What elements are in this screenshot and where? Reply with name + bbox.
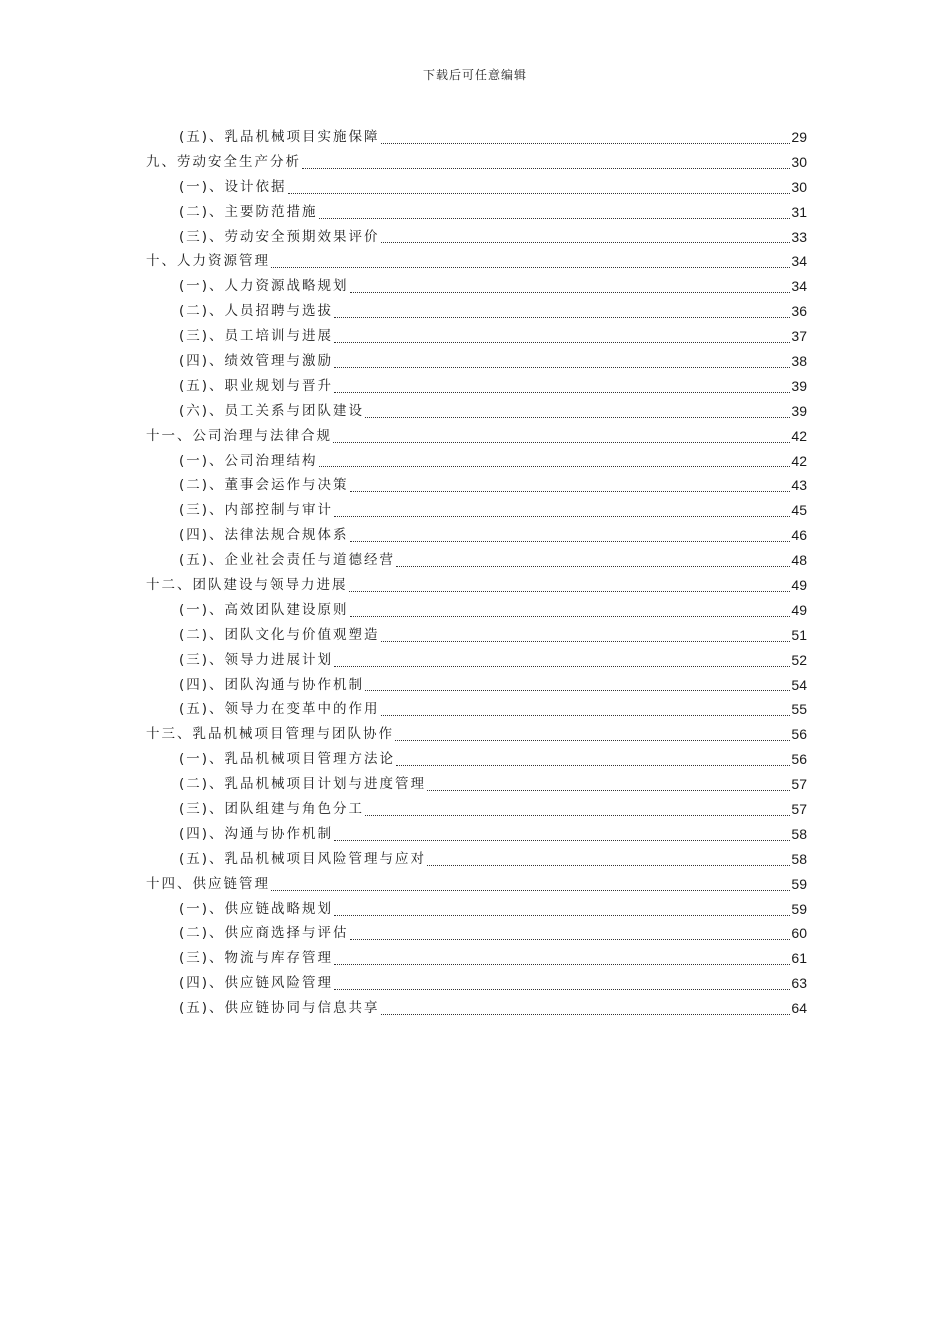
toc-entry-title: (五)、乳品机械项目实施保障 bbox=[179, 128, 380, 145]
toc-page-number: 43 bbox=[791, 477, 807, 494]
toc-section-entry[interactable] bbox=[146, 473, 807, 498]
toc-page-number: 36 bbox=[791, 303, 807, 320]
toc-entry-title: (二)、供应商选择与评估 bbox=[179, 925, 349, 942]
toc-section-entry[interactable] bbox=[146, 498, 807, 523]
toc-page-number: 42 bbox=[791, 427, 807, 444]
toc-entry-title: (四)、供应链风险管理 bbox=[179, 975, 334, 992]
toc-page-number: 34 bbox=[791, 278, 807, 295]
toc-page-number: 64 bbox=[791, 1000, 807, 1017]
toc-section-entry[interactable] bbox=[146, 449, 807, 474]
toc-entry-title: (四)、团队沟通与协作机制 bbox=[179, 676, 365, 693]
toc-entry-title: (二)、人员招聘与选拔 bbox=[179, 303, 334, 320]
toc-page-number: 52 bbox=[791, 651, 807, 668]
toc-section-entry[interactable] bbox=[146, 747, 807, 772]
toc-dot-leader bbox=[333, 424, 790, 449]
toc-dot-leader bbox=[334, 971, 790, 996]
toc-page-number: 48 bbox=[791, 552, 807, 569]
page-header: 下载后可任意编辑 bbox=[422, 68, 527, 82]
toc-entry-title: (三)、物流与库存管理 bbox=[179, 950, 334, 967]
toc-section-entry[interactable] bbox=[146, 623, 807, 648]
toc-chapter-entry[interactable] bbox=[146, 722, 807, 747]
toc-dot-leader bbox=[271, 249, 790, 274]
toc-section-entry[interactable] bbox=[146, 822, 807, 847]
toc-dot-leader bbox=[319, 449, 791, 474]
toc-entry-title: (一)、供应链战略规划 bbox=[179, 900, 334, 917]
toc-chapter-entry[interactable] bbox=[146, 424, 807, 449]
toc-entry-title: (二)、团队文化与价值观塑造 bbox=[179, 626, 380, 643]
toc-chapter-entry[interactable] bbox=[146, 872, 807, 897]
toc-page-number: 33 bbox=[791, 228, 807, 245]
toc-entry-title: (四)、法律法规合规体系 bbox=[179, 527, 349, 544]
toc-entry-title: (四)、绩效管理与激励 bbox=[179, 353, 334, 369]
toc-dot-leader bbox=[271, 872, 790, 897]
toc-section-entry[interactable] bbox=[146, 847, 807, 872]
toc-dot-leader bbox=[302, 150, 790, 175]
toc-dot-leader bbox=[288, 175, 791, 200]
toc-page-number: 31 bbox=[791, 203, 807, 220]
toc-entry-title: 十四、供应链管理 bbox=[146, 875, 270, 892]
toc-section-entry[interactable] bbox=[146, 598, 807, 623]
toc-section-entry[interactable] bbox=[146, 225, 807, 250]
toc-page-number: 49 bbox=[791, 601, 807, 618]
toc-page-number: 55 bbox=[791, 701, 807, 718]
toc-entry-title: (五)、供应链协同与信息共享 bbox=[179, 1000, 380, 1017]
toc-entry-title: 十一、公司治理与法律合规 bbox=[146, 427, 332, 444]
toc-dot-leader bbox=[334, 374, 790, 399]
toc-dot-leader bbox=[427, 847, 790, 872]
toc-entry-title: (一)、乳品机械项目管理方法论 bbox=[179, 751, 396, 768]
toc-page-number: 30 bbox=[791, 153, 807, 170]
toc-page-number: 46 bbox=[791, 527, 807, 544]
toc-dot-leader bbox=[365, 673, 790, 698]
toc-dot-leader bbox=[319, 200, 791, 225]
toc-entry-title: (二)、乳品机械项目计划与进度管理 bbox=[179, 776, 427, 793]
toc-dot-leader bbox=[350, 598, 791, 623]
toc-page-number: 58 bbox=[791, 825, 807, 842]
toc-entry-title: 九、劳动安全生产分析 bbox=[146, 153, 301, 170]
toc-entry-title: (五)、职业规划与晋升 bbox=[179, 377, 334, 394]
toc-section-entry[interactable] bbox=[146, 996, 807, 1021]
toc-entry-title: (一)、高效团队建设原则 bbox=[179, 601, 349, 618]
toc-dot-leader bbox=[381, 225, 791, 250]
toc-dot-leader bbox=[365, 399, 790, 424]
toc-section-entry[interactable] bbox=[146, 548, 807, 573]
toc-page-number: 58 bbox=[791, 850, 807, 867]
toc-entry-title: (六)、员工关系与团队建设 bbox=[179, 402, 365, 419]
toc-dot-leader bbox=[395, 722, 790, 747]
toc-dot-leader bbox=[334, 498, 790, 523]
toc-page-number: 60 bbox=[791, 925, 807, 942]
toc-page-number: 51 bbox=[791, 626, 807, 643]
toc-dot-leader bbox=[334, 897, 790, 922]
toc-chapter-entry[interactable] bbox=[146, 249, 807, 274]
toc-page-number: 39 bbox=[791, 377, 807, 394]
toc-section-entry[interactable] bbox=[146, 324, 807, 349]
toc-section-entry[interactable] bbox=[146, 274, 807, 299]
toc-entry-title: (五)、领导力在变革中的作用 bbox=[179, 701, 380, 718]
toc-section-entry[interactable] bbox=[146, 897, 807, 922]
toc-entry-title: (四)、沟通与协作机制 bbox=[179, 825, 334, 842]
toc-entry-title: (一)、公司治理结构 bbox=[179, 452, 318, 469]
toc-page-number: 39 bbox=[791, 402, 807, 419]
toc-page-number: 49 bbox=[791, 577, 807, 594]
toc-entry-title: (三)、员工培训与进展 bbox=[179, 328, 334, 345]
toc-dot-leader bbox=[381, 996, 791, 1021]
toc-dot-leader bbox=[334, 349, 790, 374]
toc-section-entry[interactable] bbox=[146, 125, 807, 150]
toc-entry-title: (五)、乳品机械项目风险管理与应对 bbox=[179, 850, 427, 867]
toc-page-number: 34 bbox=[791, 253, 807, 270]
toc-dot-leader bbox=[350, 274, 791, 299]
toc-entry-title: 十二、团队建设与领导力进展 bbox=[146, 577, 348, 594]
toc-dot-leader bbox=[350, 523, 791, 548]
toc-entry-title: 十、人力资源管理 bbox=[146, 253, 270, 270]
toc-page-number: 29 bbox=[791, 128, 807, 145]
toc-entry-title: (三)、内部控制与审计 bbox=[179, 502, 334, 519]
toc-dot-leader bbox=[365, 797, 790, 822]
toc-dot-leader bbox=[381, 697, 791, 722]
toc-entry-title: (三)、领导力进展计划 bbox=[179, 651, 334, 668]
toc-dot-leader bbox=[381, 125, 791, 150]
toc-page-number: 54 bbox=[791, 676, 807, 693]
toc-dot-leader bbox=[396, 548, 790, 573]
toc-section-entry[interactable] bbox=[146, 772, 807, 797]
toc-section-entry[interactable] bbox=[146, 648, 807, 673]
toc-section-entry[interactable] bbox=[146, 399, 807, 424]
toc-dot-leader bbox=[334, 299, 790, 324]
toc-page-number: 37 bbox=[791, 328, 807, 345]
toc-dot-leader bbox=[396, 747, 790, 772]
toc-section-entry[interactable] bbox=[146, 349, 807, 374]
toc-page-number: 63 bbox=[791, 975, 807, 992]
toc-page-number: 61 bbox=[791, 950, 807, 967]
toc-page-number: 57 bbox=[791, 801, 807, 818]
toc-page-number: 56 bbox=[791, 726, 807, 743]
toc-section-entry[interactable] bbox=[146, 673, 807, 698]
toc-section-entry[interactable] bbox=[146, 797, 807, 822]
toc-section-entry[interactable] bbox=[146, 200, 807, 225]
toc-section-entry[interactable] bbox=[146, 971, 807, 996]
toc-entry-title: (三)、劳动安全预期效果评价 bbox=[179, 228, 380, 245]
toc-section-entry[interactable] bbox=[146, 922, 807, 947]
toc-dot-leader bbox=[334, 324, 790, 349]
toc-page-number: 38 bbox=[791, 353, 807, 369]
toc-dot-leader bbox=[381, 623, 791, 648]
toc-page-number: 42 bbox=[791, 452, 807, 469]
toc-page-number: 59 bbox=[791, 875, 807, 892]
toc-section-entry[interactable] bbox=[146, 697, 807, 722]
table-of-contents bbox=[146, 125, 807, 1021]
toc-chapter-entry[interactable] bbox=[146, 150, 807, 175]
toc-dot-leader bbox=[334, 822, 790, 847]
toc-page-number: 59 bbox=[791, 900, 807, 917]
toc-dot-leader bbox=[350, 473, 791, 498]
toc-section-entry[interactable] bbox=[146, 299, 807, 324]
toc-entry-title: 十三、乳品机械项目管理与团队协作 bbox=[146, 726, 394, 743]
toc-section-entry[interactable] bbox=[146, 946, 807, 971]
toc-section-entry[interactable] bbox=[146, 374, 807, 399]
toc-entry-title: (二)、董事会运作与决策 bbox=[179, 477, 349, 494]
toc-section-entry[interactable] bbox=[146, 523, 807, 548]
toc-dot-leader bbox=[350, 922, 791, 947]
toc-dot-leader bbox=[334, 648, 790, 673]
toc-page-number: 57 bbox=[791, 776, 807, 793]
toc-entry-title: (一)、人力资源战略规划 bbox=[179, 278, 349, 295]
toc-dot-leader bbox=[349, 573, 791, 598]
toc-entry-title: (一)、设计依据 bbox=[179, 178, 287, 195]
toc-entry-title: (三)、团队组建与角色分工 bbox=[179, 801, 365, 818]
toc-page-number: 45 bbox=[791, 502, 807, 519]
toc-page-number: 56 bbox=[791, 751, 807, 768]
toc-chapter-entry[interactable] bbox=[146, 573, 807, 598]
toc-entry-title: (五)、企业社会责任与道德经营 bbox=[179, 552, 396, 569]
toc-dot-leader bbox=[334, 946, 790, 971]
toc-entry-title: (二)、主要防范措施 bbox=[179, 203, 318, 220]
toc-dot-leader bbox=[427, 772, 790, 797]
toc-page-number: 30 bbox=[791, 178, 807, 195]
toc-section-entry[interactable] bbox=[146, 175, 807, 200]
